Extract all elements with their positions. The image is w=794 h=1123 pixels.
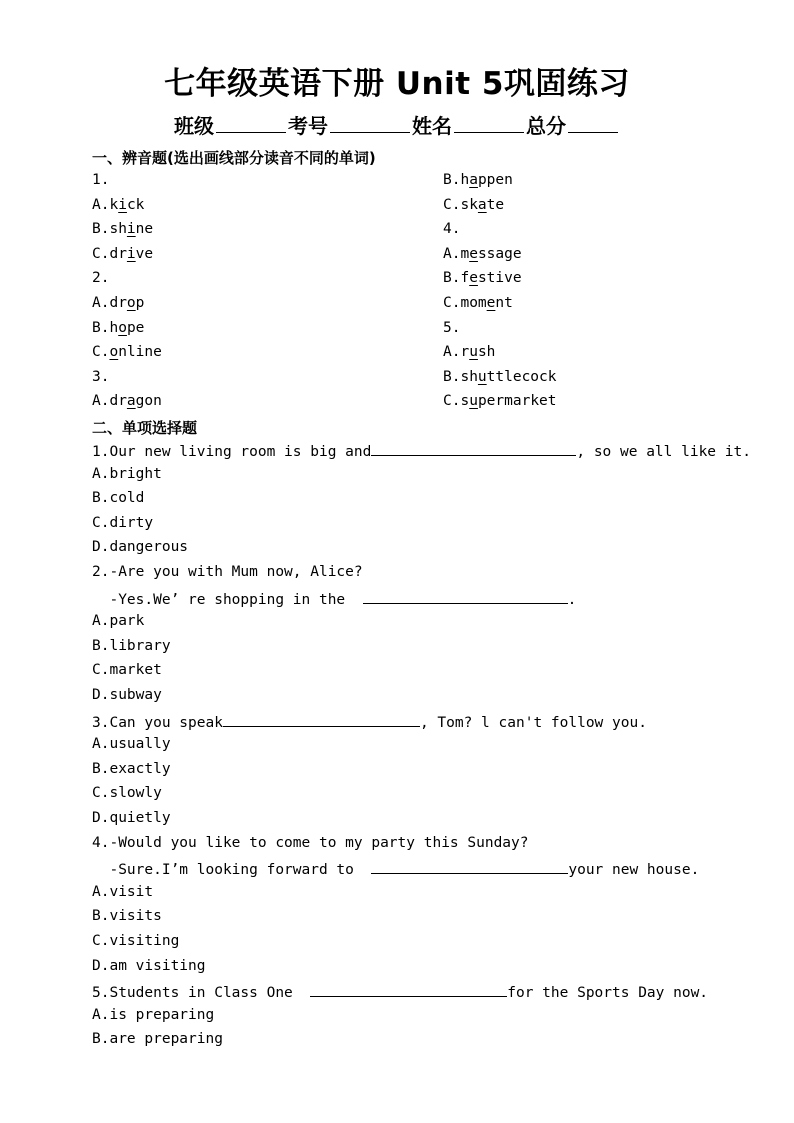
answer-option: D.dangerous <box>92 539 189 556</box>
section2-heading: 二、单项选择题 <box>92 419 198 437</box>
answer-option: C.slowly <box>92 785 162 802</box>
answer-option: C.visiting <box>92 933 180 949</box>
question-text: -Sure.I’m looking forward to your new house. <box>92 859 699 878</box>
question-text: 3.Can you speak , Tom? l can't follow you. <box>92 712 647 731</box>
answer-blank[interactable] <box>371 859 568 874</box>
answer-option: B.are preparing <box>92 1031 223 1048</box>
answer-option: A.bright <box>92 465 162 482</box>
number-blank[interactable] <box>330 112 410 133</box>
phonics-item-left: B.hope <box>92 319 145 336</box>
phonics-item-left: A.dragon <box>92 393 162 410</box>
answer-option: D.am visiting <box>92 957 206 974</box>
answer-option: C.dirty <box>92 514 154 531</box>
class-label: 班级 <box>174 114 214 138</box>
question-text: 1.Our new living room is big and , so we all like it. <box>92 441 751 460</box>
page-title: 七年级英语下册 Unit 5巩固练习 <box>164 66 630 102</box>
answer-blank[interactable] <box>363 589 568 604</box>
question-text: -Yes.We’ re shopping in the . <box>92 589 576 608</box>
class-blank[interactable] <box>216 112 286 133</box>
phonics-item-left: 1. <box>92 172 110 188</box>
score-label: 总分 <box>526 114 566 138</box>
answer-option: A.visit <box>92 883 154 900</box>
answer-option: C.market <box>92 662 162 679</box>
answer-blank[interactable] <box>310 982 507 997</box>
score-blank[interactable] <box>568 112 618 133</box>
section1-heading: 一、辨音题(选出画线部分读音不同的单词) <box>92 149 376 167</box>
phonics-item-right: C.supermarket <box>443 393 557 410</box>
question-text: 2.-Are you with Mum now, Alice? <box>92 564 363 580</box>
answer-option: A.usually <box>92 736 171 753</box>
answer-option: A.park <box>92 613 145 630</box>
student-info-line <box>0 110 794 139</box>
phonics-item-left: A.drop <box>92 295 145 311</box>
phonics-item-right: A.message <box>443 245 522 262</box>
answer-option: B.visits <box>92 908 162 925</box>
answer-option: B.exactly <box>92 760 171 777</box>
phonics-item-left: C.drive <box>92 245 154 262</box>
phonics-item-left: C.online <box>92 344 162 361</box>
answer-blank[interactable] <box>371 441 576 456</box>
phonics-item-left: A.kick <box>92 196 145 213</box>
answer-option: B.library <box>92 637 171 654</box>
answer-blank[interactable] <box>223 712 420 727</box>
phonics-item-right: 5. <box>443 319 461 336</box>
answer-option: D.subway <box>92 687 162 703</box>
phonics-item-left: 2. <box>92 270 110 287</box>
phonics-item-left: B.shine <box>92 221 154 238</box>
number-label: 考号 <box>288 114 328 138</box>
answer-option: D.quietly <box>92 810 171 826</box>
phonics-item-right: C.skate <box>443 196 505 213</box>
phonics-item-right: B.happen <box>443 172 513 188</box>
phonics-item-right: A.rush <box>443 344 496 361</box>
name-blank[interactable] <box>454 112 524 133</box>
phonics-item-right: B.festive <box>443 270 522 287</box>
answer-option: A.is preparing <box>92 1006 215 1023</box>
name-label: 姓名 <box>412 114 452 138</box>
phonics-item-right: B.shuttlecock <box>443 368 557 385</box>
phonics-item-right: C.moment <box>443 295 513 311</box>
question-text: 5.Students in Class One for the Sports Day now. <box>92 982 708 1001</box>
question-text: 4.-Would you like to come to my party this Sunday? <box>92 834 529 851</box>
answer-option: B.cold <box>92 490 145 507</box>
phonics-item-right: 4. <box>443 221 461 238</box>
phonics-item-left: 3. <box>92 368 110 385</box>
